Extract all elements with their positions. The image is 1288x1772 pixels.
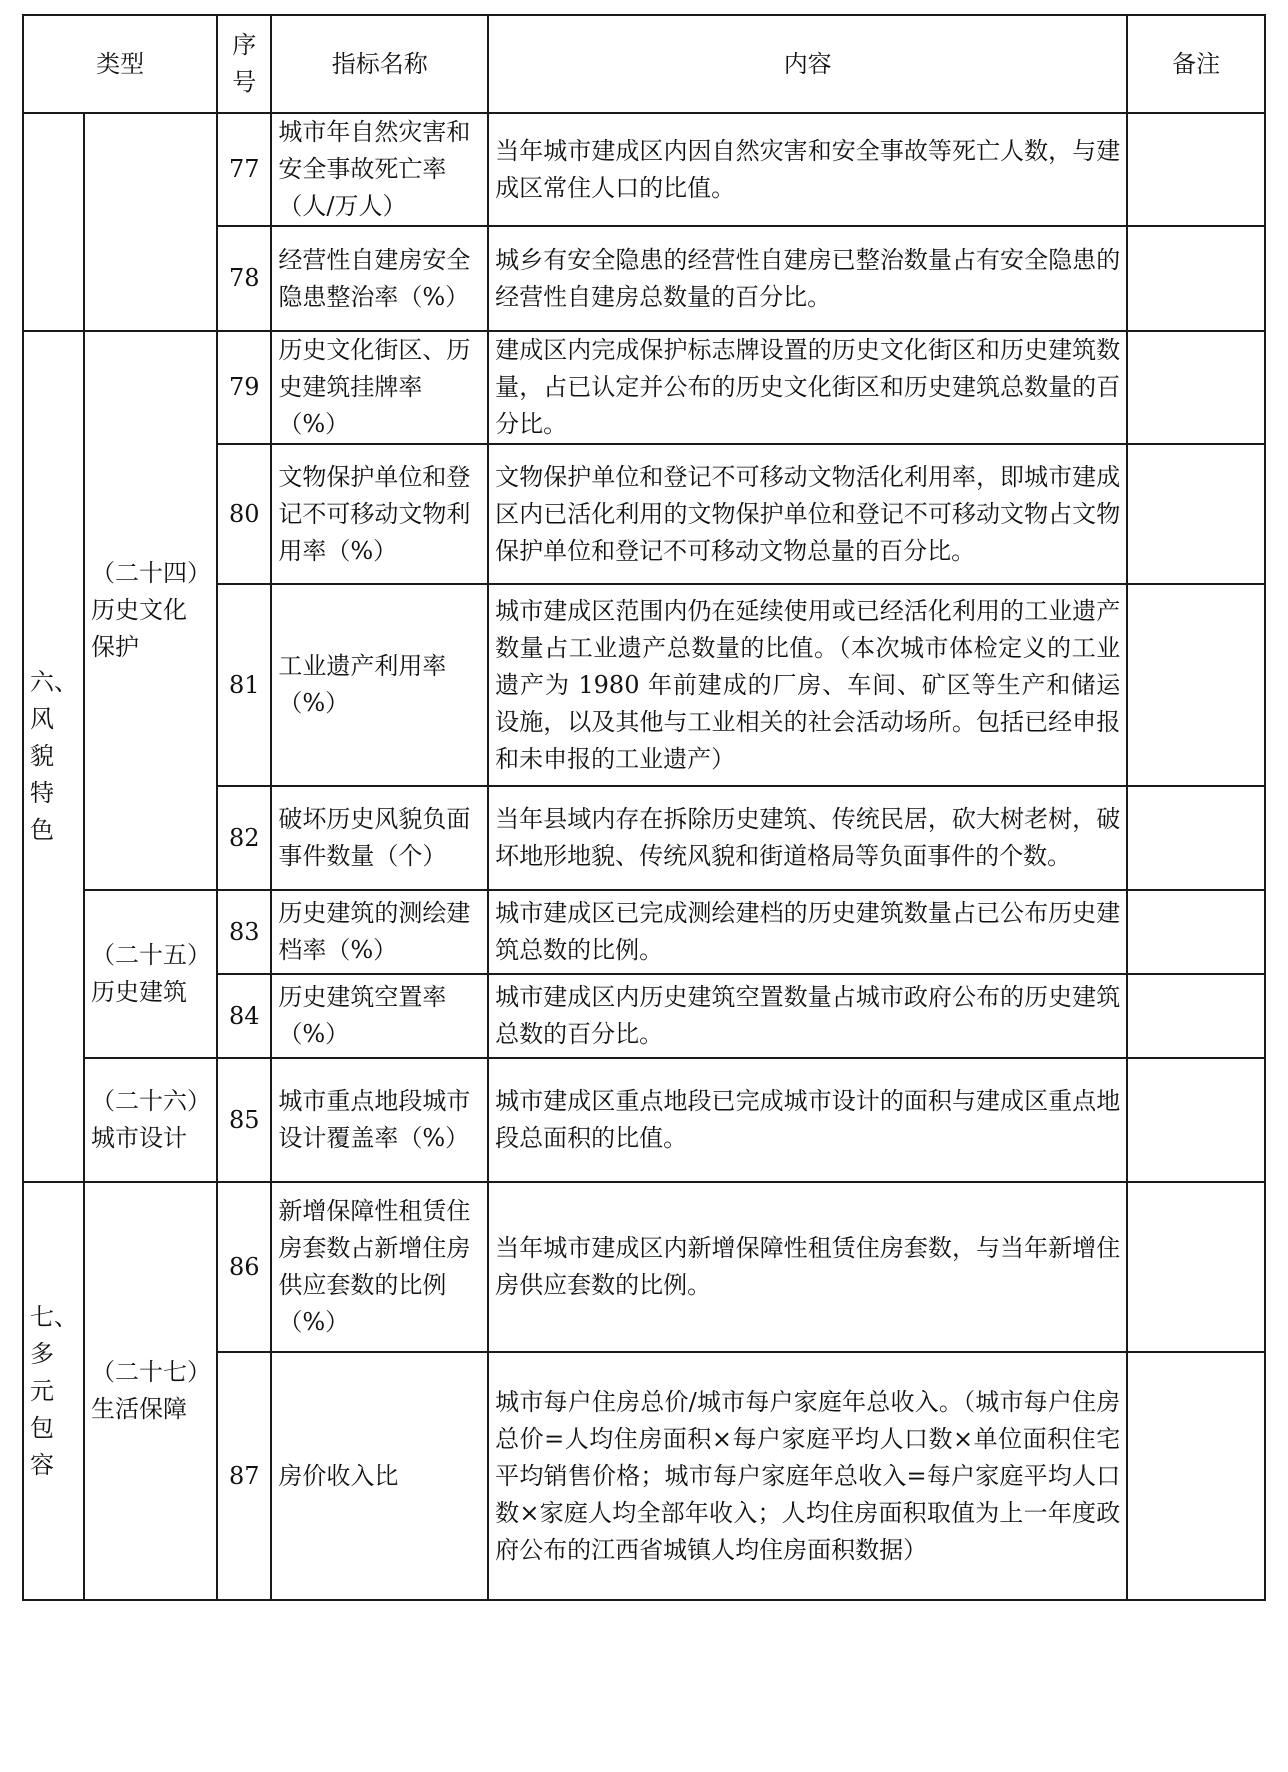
row-content: 城市建成区范围内仍在延续使用或已经活化利用的工业遗产数量占工业遗产总数量的比值。（本次城市体检定义的工业遗产为 1980 年前建成的厂房、车间、矿区等生产和储运设施，以及其他与工业相关的社会活动场所。包括已经申报和未申报的工业遗产） xyxy=(488,584,1127,786)
subcategory-cell-27: （二十七）生活保障 xyxy=(84,1182,217,1600)
table-row xyxy=(23,113,1265,226)
row-seq: 84 xyxy=(217,974,271,1058)
row-name: 经营性自建房安全隐患整治率（%） xyxy=(271,226,488,331)
row-seq: 80 xyxy=(217,444,271,584)
row-seq: 77 xyxy=(217,113,271,226)
row-seq: 82 xyxy=(217,786,271,890)
row-content: 城乡有安全隐患的经营性自建房已整治数量占有安全隐患的经营性自建房总数量的百分比。 xyxy=(488,226,1127,331)
row-note xyxy=(1127,974,1265,1058)
row-content: 城市建成区已完成测绘建档的历史建筑数量占已公布历史建筑总数的比例。 xyxy=(488,890,1127,974)
row-seq: 83 xyxy=(217,890,271,974)
subcategory-cell-26: （二十六）城市设计 xyxy=(84,1058,217,1182)
row-note xyxy=(1127,890,1265,974)
header-note: 备注 xyxy=(1127,15,1265,113)
row-content: 当年城市建成区内新增保障性租赁住房套数，与当年新增住房供应套数的比例。 xyxy=(488,1182,1127,1352)
category-cell-empty xyxy=(23,113,84,331)
row-name: 工业遗产利用率（%） xyxy=(271,584,488,786)
subcategory-cell-25: （二十五）历史建筑 xyxy=(84,890,217,1058)
row-name: 新增保障性租赁住房套数占新增住房供应套数的比例（%） xyxy=(271,1182,488,1352)
row-note xyxy=(1127,444,1265,584)
row-seq: 87 xyxy=(217,1352,271,1600)
row-content: 城市建成区内历史建筑空置数量占城市政府公布的历史建筑总数的百分比。 xyxy=(488,974,1127,1058)
row-content: 文物保护单位和登记不可移动文物活化利用率，即城市建成区内已活化利用的文物保护单位和登记不可移动文物占文物保护单位和登记不可移动文物总量的百分比。 xyxy=(488,444,1127,584)
row-seq: 79 xyxy=(217,331,271,444)
row-name: 房价收入比 xyxy=(271,1352,488,1600)
header-name: 指标名称 xyxy=(271,15,488,113)
row-seq: 78 xyxy=(217,226,271,331)
row-note xyxy=(1127,1352,1265,1600)
row-seq: 86 xyxy=(217,1182,271,1352)
row-name: 历史文化街区、历史建筑挂牌率（%） xyxy=(271,331,488,444)
row-name: 历史建筑空置率（%） xyxy=(271,974,488,1058)
row-seq: 85 xyxy=(217,1058,271,1182)
row-note xyxy=(1127,1058,1265,1182)
row-name: 城市年自然灾害和安全事故死亡率（人/万人） xyxy=(271,113,488,226)
row-content: 建成区内完成保护标志牌设置的历史文化街区和历史建筑数量，占已认定并公布的历史文化街区和历史建筑总数量的百分比。 xyxy=(488,331,1127,444)
row-content: 当年城市建成区内因自然灾害和安全事故等死亡人数，与建成区常住人口的比值。 xyxy=(488,113,1127,226)
category-cell-6: 六、风貌特色 xyxy=(23,331,84,1182)
row-content: 城市每户住房总价/城市每户家庭年总收入。（城市每户住房总价=人均住房面积×每户家庭平均人口数×单位面积住宅平均销售价格；城市每户家庭年总收入=每户家庭平均人口数×家庭人均全部年收入；人均住房面积取值为上一年度政府公布的江西省城镇人均住房面积数据） xyxy=(488,1352,1127,1600)
table-row xyxy=(23,331,1265,444)
row-name: 破坏历史风貌负面事件数量（个） xyxy=(271,786,488,890)
row-note xyxy=(1127,786,1265,890)
subcategory-cell-empty xyxy=(84,113,217,331)
table-row xyxy=(23,1058,1265,1182)
row-note xyxy=(1127,226,1265,331)
indicator-table xyxy=(22,14,1266,1601)
row-name: 城市重点地段城市设计覆盖率（%） xyxy=(271,1058,488,1182)
header-type: 类型 xyxy=(23,15,217,113)
row-note xyxy=(1127,1182,1265,1352)
category-cell-7: 七、多元包容 xyxy=(23,1182,84,1600)
row-content: 当年县域内存在拆除历史建筑、传统民居，砍大树老树，破坏地形地貌、传统风貌和街道格局等负面事件的个数。 xyxy=(488,786,1127,890)
header-seq: 序号 xyxy=(217,15,271,113)
row-note xyxy=(1127,331,1265,444)
row-name: 历史建筑的测绘建档率（%） xyxy=(271,890,488,974)
table-row xyxy=(23,890,1265,974)
row-name: 文物保护单位和登记不可移动文物利用率（%） xyxy=(271,444,488,584)
table-row xyxy=(23,1182,1265,1352)
header-content: 内容 xyxy=(488,15,1127,113)
row-content: 城市建成区重点地段已完成城市设计的面积与建成区重点地段总面积的比值。 xyxy=(488,1058,1127,1182)
row-note xyxy=(1127,584,1265,786)
row-note xyxy=(1127,113,1265,226)
subcategory-cell-24: （二十四）历史文化保护 xyxy=(84,331,217,890)
row-seq: 81 xyxy=(217,584,271,786)
table-header-row xyxy=(23,15,1265,113)
